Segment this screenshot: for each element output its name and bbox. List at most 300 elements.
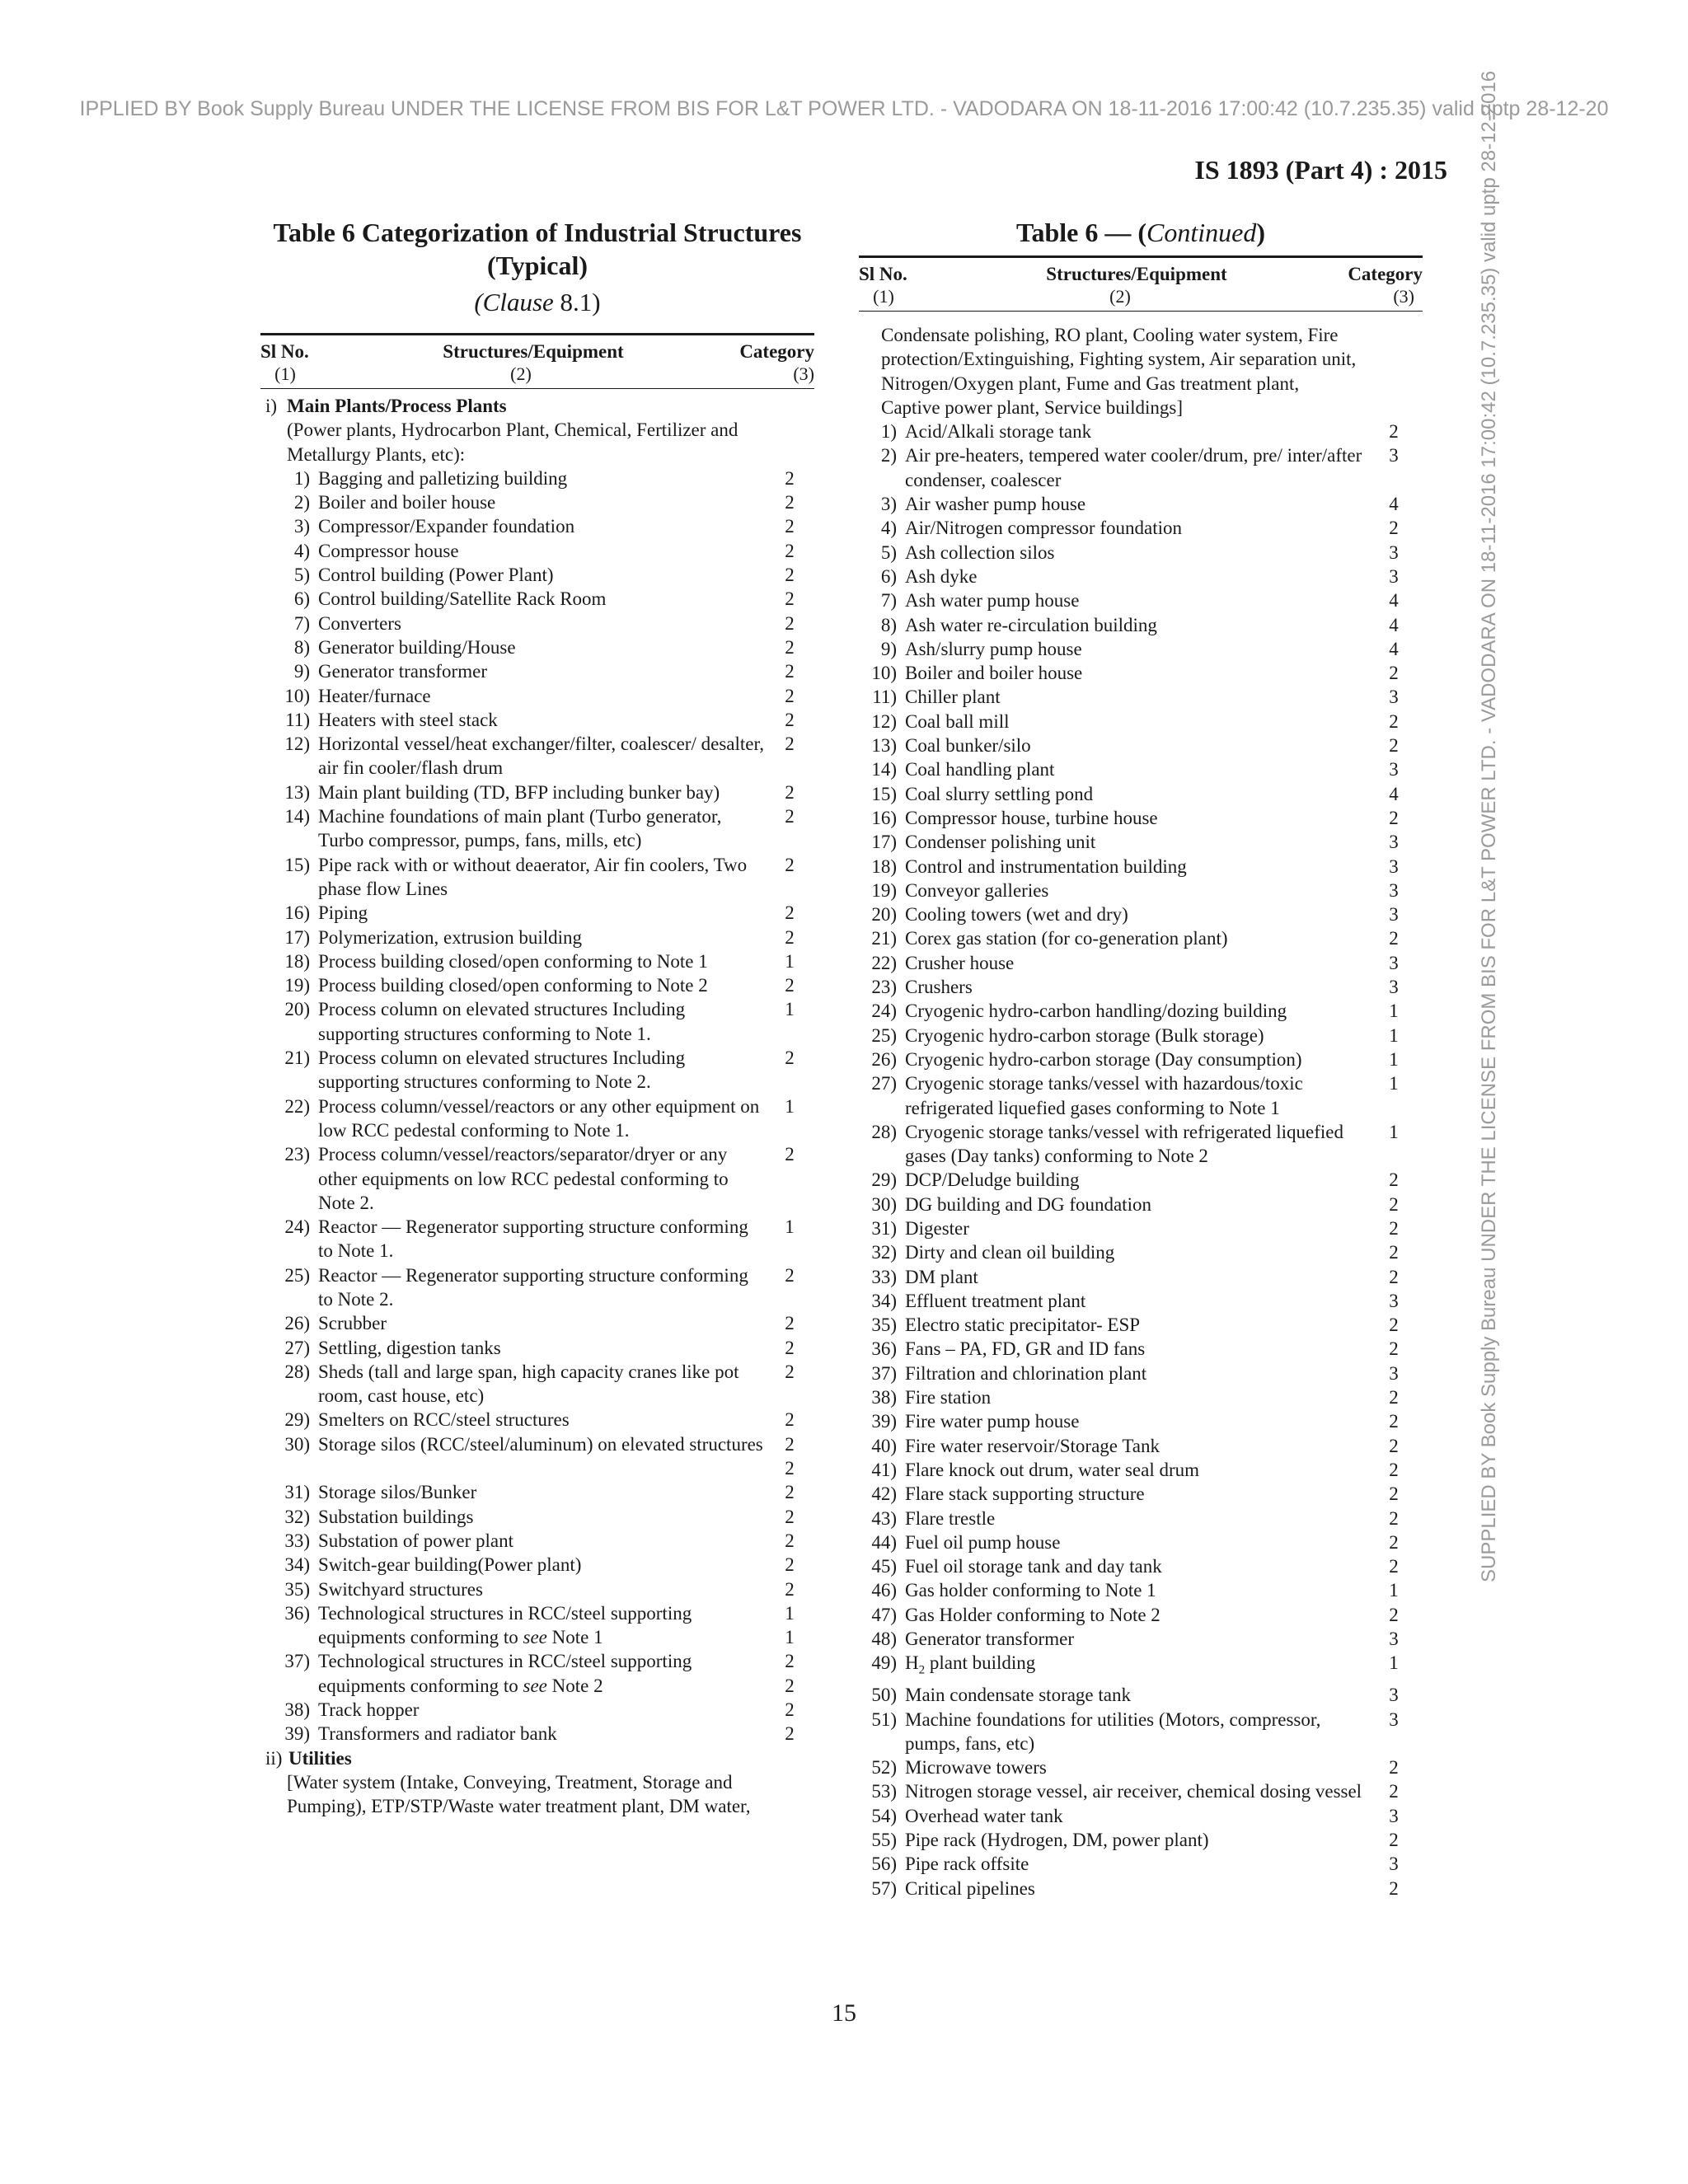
row-category: 2 bbox=[785, 540, 795, 561]
row-structure: Switch-gear building(Power plant) bbox=[318, 1554, 582, 1576]
row-structure: Coal slurry settling pond bbox=[905, 783, 1094, 804]
table-row bbox=[260, 732, 814, 780]
table-row bbox=[859, 1530, 1423, 1554]
table-row bbox=[260, 853, 814, 902]
row-category: 2 bbox=[1389, 1830, 1399, 1850]
row-category: 2 bbox=[1389, 807, 1399, 828]
table-row bbox=[260, 563, 814, 587]
row-structure: Coal handling plant bbox=[905, 759, 1055, 780]
row-number: 38) bbox=[871, 1387, 897, 1408]
table-row bbox=[859, 1193, 1423, 1216]
table-row bbox=[260, 1505, 814, 1529]
row-category: 2 bbox=[1389, 1483, 1399, 1505]
row-number: 17) bbox=[871, 832, 897, 853]
row-category: 1 bbox=[785, 999, 795, 1020]
row-number: 7) bbox=[880, 590, 897, 612]
section-description: [Water system (Intake, Conveying, Treatment, Storage and Pumping), ETP/STP/Waste water treatment plant, DM water, bbox=[287, 1771, 751, 1817]
row-number: 8) bbox=[880, 614, 897, 635]
row-category: 2 bbox=[785, 1482, 795, 1503]
row-structure: Heaters with steel stack bbox=[318, 709, 498, 730]
clause-word: (Clause bbox=[474, 288, 554, 316]
row-structure: Transformers and radiator bank bbox=[318, 1723, 557, 1745]
row-category: 2 bbox=[785, 854, 795, 875]
col-header-category: Category bbox=[739, 341, 814, 362]
row-number: 9) bbox=[293, 661, 310, 682]
row-category: 2 bbox=[785, 636, 795, 658]
table-row bbox=[260, 587, 814, 611]
row-structure: Sheds (tall and large span, high capacity cranes like pot room, cast house, etc) bbox=[318, 1361, 739, 1407]
row-structure: Process column on elevated structures Including supporting structures conforming to Note 1. bbox=[318, 999, 686, 1044]
row-number: 14) bbox=[284, 806, 310, 827]
row-category: 2 bbox=[785, 733, 795, 755]
table-row bbox=[859, 613, 1423, 637]
row-category: 2 bbox=[785, 1047, 795, 1069]
row-category: 3 bbox=[1389, 1708, 1399, 1730]
table-row bbox=[859, 588, 1423, 612]
row-structure: Cooling towers (wet and dry) bbox=[905, 904, 1128, 926]
row-structure: Main plant building (TD, BFP including bunker bay) bbox=[318, 781, 720, 803]
row-number: 52) bbox=[871, 1757, 897, 1779]
row-structure: Boiler and boiler house bbox=[905, 663, 1083, 684]
col-number-2: (2) bbox=[1109, 286, 1131, 307]
row-structure: Piping bbox=[318, 902, 368, 924]
row-number: 39) bbox=[284, 1723, 310, 1745]
subscript: 2 bbox=[918, 1663, 926, 1677]
row-category: 2 bbox=[785, 1578, 795, 1600]
row-category: 1 bbox=[1389, 1121, 1399, 1142]
row-number: 21) bbox=[284, 1047, 310, 1069]
row-structure: Fuel oil storage tank and day tank bbox=[905, 1556, 1162, 1577]
italic-see: see bbox=[523, 1675, 547, 1696]
table-row bbox=[859, 733, 1423, 757]
row-number: 1) bbox=[293, 467, 310, 489]
license-watermark-top: IPPLIED BY Book Supply Bureau UNDER THE LICENSE FROM BIS FOR L&T POWER LTD. - VADODARA ON 18-11-2016 17:00:42 (10.7.235.35) valid uptp 28-12-20 bbox=[79, 97, 1609, 120]
row-category: 2 bbox=[785, 1337, 795, 1358]
row-category: 2 bbox=[785, 1699, 795, 1721]
table-row bbox=[859, 1071, 1423, 1120]
row-number: 47) bbox=[871, 1604, 897, 1625]
row-number: 48) bbox=[871, 1629, 897, 1650]
row-number: 3) bbox=[293, 516, 310, 537]
row-number: 28) bbox=[284, 1361, 310, 1382]
column-headers bbox=[859, 258, 1423, 286]
row-structure: Compressor house, turbine house bbox=[905, 807, 1158, 828]
row-number: 3) bbox=[880, 494, 897, 515]
row-number: 5) bbox=[880, 541, 897, 563]
section-title: Utilities bbox=[288, 1747, 352, 1769]
row-structure: Filtration and chlorination plant bbox=[905, 1362, 1147, 1384]
row-structure: Air pre-heaters, tempered water cooler/drum, pre/ inter/after condenser, coalescer bbox=[905, 445, 1362, 490]
row-category: 2 bbox=[1389, 1507, 1399, 1529]
row-number: 21) bbox=[871, 928, 897, 949]
row-number: 29) bbox=[284, 1409, 310, 1431]
column-headers bbox=[260, 335, 814, 363]
row-category: 3 bbox=[1389, 855, 1399, 877]
row-structure: DM plant bbox=[905, 1266, 978, 1287]
col-number-3: (3) bbox=[793, 363, 814, 384]
table-row bbox=[260, 1480, 814, 1504]
row-number: 53) bbox=[871, 1781, 897, 1802]
row-number: 54) bbox=[871, 1805, 897, 1826]
row-number: 24) bbox=[284, 1216, 310, 1238]
row-category: 2 bbox=[785, 612, 795, 634]
row-number: 5) bbox=[293, 565, 310, 586]
row-structure: Coal ball mill bbox=[905, 710, 1010, 732]
row-number: 10) bbox=[284, 685, 310, 706]
row-category: 3 bbox=[1389, 1854, 1399, 1875]
row-number: 16) bbox=[871, 807, 897, 828]
left-table-rows bbox=[260, 466, 814, 1746]
row-number: 22) bbox=[284, 1095, 310, 1117]
row-structure: Process column/vessel/reactors or any other equipment on low RCC pedestal conforming to Note 1. bbox=[318, 1095, 760, 1141]
row-structure: Gas holder conforming to Note 1 bbox=[905, 1580, 1156, 1601]
table-row bbox=[859, 855, 1423, 879]
table-row bbox=[859, 685, 1423, 709]
section-description: (Power plants, Hydrocarbon Plant, Chemical, Fertilizer and Metallurgy Plants, etc): bbox=[287, 419, 738, 465]
column-numbers bbox=[260, 363, 814, 388]
row-category: 4 bbox=[1389, 494, 1399, 515]
table-row bbox=[859, 782, 1423, 806]
row-structure: Air washer pump house bbox=[905, 494, 1086, 515]
row-structure: Technological structures in RCC/steel supporting equipments conforming to see Note 1 bbox=[318, 1602, 692, 1648]
row-category: 2 bbox=[1389, 1266, 1399, 1287]
col-header-structures: Structures/Equipment bbox=[1046, 264, 1227, 284]
table-row bbox=[859, 1385, 1423, 1409]
table-row bbox=[859, 1578, 1423, 1602]
col-number-1: (1) bbox=[274, 363, 296, 384]
row-category: 2 bbox=[1389, 1435, 1399, 1456]
row-structure: Compressor/Expander foundation bbox=[318, 516, 575, 537]
row-number: 24) bbox=[871, 1001, 897, 1022]
table-row bbox=[859, 419, 1423, 443]
table-row bbox=[859, 710, 1423, 733]
table-row bbox=[260, 1649, 814, 1698]
row-category: 2 bbox=[785, 492, 795, 513]
license-watermark-side: SUPPLIED BY Book Supply Bureau UNDER THE LICENSE FROM BIS FOR L&T POWER LTD. - VADODARA ON 18-11-2016 17:00:42 (10.7.235.35) valid uptp 28-12-2016 bbox=[1478, 70, 1500, 1582]
row-number: 2) bbox=[293, 492, 310, 513]
row-category: 2 bbox=[1389, 928, 1399, 949]
row-category: 2 bbox=[785, 1554, 795, 1576]
row-category: 2 bbox=[1389, 1242, 1399, 1263]
table-row bbox=[859, 1313, 1423, 1337]
row-structure: Scrubber bbox=[318, 1313, 387, 1334]
table-row bbox=[260, 973, 814, 997]
row-number: 12) bbox=[284, 733, 310, 755]
row-category: 3 bbox=[1389, 687, 1399, 708]
table-row bbox=[859, 1877, 1423, 1900]
row-number: 41) bbox=[871, 1459, 897, 1480]
row-number: 18) bbox=[284, 950, 310, 972]
row-number: 36) bbox=[871, 1338, 897, 1360]
row-number: 20) bbox=[284, 999, 310, 1020]
row-number: 40) bbox=[871, 1435, 897, 1456]
row-number: 4) bbox=[880, 518, 897, 539]
table-row bbox=[260, 1215, 814, 1263]
row-number: 2) bbox=[880, 445, 897, 466]
table-caption bbox=[260, 216, 814, 282]
row-category: 2 bbox=[1389, 1387, 1399, 1408]
standard-header: IS 1893 (Part 4) : 2015 bbox=[1194, 155, 1447, 185]
row-number: 9) bbox=[880, 638, 897, 659]
row-number: 17) bbox=[284, 926, 310, 948]
row-structure: Substation of power plant bbox=[318, 1530, 513, 1551]
table-row bbox=[859, 1683, 1423, 1707]
row-number: 33) bbox=[871, 1266, 897, 1287]
row-number: 27) bbox=[871, 1073, 897, 1094]
row-structure: Storage silos/Bunker bbox=[318, 1482, 477, 1503]
table-row bbox=[260, 539, 814, 563]
right-column bbox=[859, 216, 1423, 1900]
table-row bbox=[859, 1289, 1423, 1313]
row-category: 2 bbox=[785, 685, 795, 706]
row-structure: Generator transformer bbox=[318, 661, 487, 682]
row-structure: Acid/Alkali storage tank bbox=[905, 421, 1092, 443]
row-number: 22) bbox=[871, 952, 897, 973]
row-number: 49) bbox=[871, 1652, 897, 1674]
row-structure: Substation buildings bbox=[318, 1506, 474, 1527]
row-category: 2 bbox=[1389, 1169, 1399, 1191]
table-row bbox=[260, 1360, 814, 1408]
table-row bbox=[859, 879, 1423, 902]
row-category: 3 bbox=[1389, 1362, 1399, 1384]
row-category: 4 bbox=[1389, 590, 1399, 612]
row-category: 2 bbox=[785, 902, 795, 924]
row-number: 33) bbox=[284, 1530, 310, 1551]
row-structure: Fuel oil pump house bbox=[905, 1531, 1061, 1553]
row-number: 45) bbox=[871, 1556, 897, 1577]
row-category: 2 bbox=[1389, 1411, 1399, 1432]
table-row bbox=[859, 951, 1423, 975]
row-structure: Crusher house bbox=[905, 952, 1015, 973]
row-category: 2 bbox=[785, 781, 795, 803]
table-row bbox=[260, 1722, 814, 1746]
row-category: 1 bbox=[1389, 1048, 1399, 1070]
row-number: 31) bbox=[284, 1482, 310, 1503]
table-row bbox=[260, 708, 814, 732]
col-number-2: (2) bbox=[510, 363, 532, 384]
row-structure: Pipe rack with or without deaerator, Air fin coolers, Two phase flow Lines bbox=[318, 854, 748, 899]
caption-text: ) bbox=[1256, 218, 1265, 247]
row-category: 4 bbox=[1389, 783, 1399, 804]
row-structure: Polymerization, extrusion building bbox=[318, 926, 583, 948]
col-header-category: Category bbox=[1348, 264, 1423, 284]
row-number: 6) bbox=[293, 588, 310, 610]
row-category: 2 bbox=[785, 1264, 795, 1286]
table-row bbox=[859, 443, 1423, 492]
row-number: 32) bbox=[284, 1506, 310, 1527]
row-number: 34) bbox=[871, 1290, 897, 1311]
table-row bbox=[260, 1046, 814, 1094]
row-structure: Condenser polishing unit bbox=[905, 832, 1096, 853]
row-category: 2 bbox=[1389, 1531, 1399, 1553]
row-category: 3 bbox=[1389, 759, 1399, 780]
table-caption-line1: Table 6 Categorization of Industrial Structures bbox=[273, 218, 802, 247]
table-row bbox=[859, 1755, 1423, 1779]
row-structure: Process building closed/open conforming to Note 1 bbox=[318, 950, 708, 972]
row-structure: Dirty and clean oil building bbox=[905, 1242, 1115, 1263]
row-structure: Reactor — Regenerator supporting structure conforming to Note 1. bbox=[318, 1216, 748, 1262]
row-structure: Boiler and boiler house bbox=[318, 492, 496, 513]
table-row bbox=[260, 1142, 814, 1215]
row-category: 2 bbox=[785, 1144, 795, 1165]
row-number: 13) bbox=[871, 735, 897, 757]
row-number: 50) bbox=[871, 1685, 897, 1706]
table-row bbox=[859, 541, 1423, 565]
row-structure: Microwave towers bbox=[905, 1757, 1047, 1779]
col-header-structures: Structures/Equipment bbox=[443, 341, 624, 362]
row-number: 15) bbox=[284, 854, 310, 875]
row-structure: Main condensate storage tank bbox=[905, 1685, 1131, 1706]
table-row bbox=[859, 999, 1423, 1023]
table-row bbox=[260, 1698, 814, 1722]
row-number: 32) bbox=[871, 1242, 897, 1263]
row-category: 2 bbox=[1389, 1757, 1399, 1779]
row-category: 2 bbox=[1389, 1315, 1399, 1336]
table-row bbox=[859, 757, 1423, 781]
row-category: 3 bbox=[1389, 832, 1399, 853]
row-category: 3 bbox=[1389, 1805, 1399, 1826]
row-category: 3 bbox=[1389, 565, 1399, 587]
row-structure: Converters bbox=[318, 612, 401, 634]
row-category: 3 bbox=[1389, 541, 1399, 563]
row-category: 2 bbox=[1389, 735, 1399, 757]
table-row bbox=[859, 830, 1423, 854]
table-row bbox=[260, 514, 814, 538]
row-number: 39) bbox=[871, 1411, 897, 1432]
utilities-intro: Condensate polishing, RO plant, Cooling water system, Fire protection/Extinguishing, Fighting system, Air separation unit, Nitrogen/Oxygen plant, Fume and Gas treatment plant, Captive power plant, Service buildings] bbox=[881, 325, 1357, 418]
row-structure: Electro static precipitator- ESP bbox=[905, 1315, 1141, 1336]
section-heading-utilities bbox=[265, 1746, 814, 1770]
row-structure: Bagging and palletizing building bbox=[318, 467, 568, 489]
right-table-rows bbox=[859, 419, 1423, 1900]
row-number: 57) bbox=[871, 1877, 897, 1899]
table-row bbox=[859, 1337, 1423, 1361]
row-category: 3 bbox=[1389, 1290, 1399, 1311]
row-category: 1 bbox=[785, 950, 795, 972]
row-category: 2 bbox=[1389, 1459, 1399, 1480]
table-row bbox=[859, 516, 1423, 540]
section-number: i) bbox=[265, 396, 278, 416]
table-row bbox=[859, 1458, 1423, 1482]
row-number: 25) bbox=[871, 1024, 897, 1046]
row-structure: Ash dyke bbox=[905, 565, 978, 587]
row-structure: Air/Nitrogen compressor foundation bbox=[905, 518, 1182, 539]
column-numbers bbox=[859, 286, 1423, 311]
row-structure: Critical pipelines bbox=[905, 1877, 1035, 1899]
table-row bbox=[859, 1828, 1423, 1852]
row-structure: Overhead water tank bbox=[905, 1805, 1063, 1826]
row-structure: Switchyard structures bbox=[318, 1578, 483, 1600]
row-structure: Ash water re-circulation building bbox=[905, 614, 1157, 635]
col-header-sl-no: Sl No. bbox=[859, 264, 907, 284]
row-category: 3 bbox=[1389, 879, 1399, 901]
section-title: Main Plants/Process Plants bbox=[287, 396, 507, 416]
row-structure: Process column/vessel/reactors/separator/dryer or any other equipments on low RCC pedestal conforming to Note 2. bbox=[318, 1144, 729, 1213]
table-row bbox=[859, 806, 1423, 830]
row-category: 2 bbox=[785, 1506, 795, 1527]
row-number: 11) bbox=[285, 709, 310, 730]
table-row bbox=[859, 637, 1423, 661]
row-number: 4) bbox=[293, 540, 310, 561]
table-row bbox=[859, 1852, 1423, 1876]
col-header-sl-no: Sl No. bbox=[260, 341, 309, 362]
row-structure: Ash water pump house bbox=[905, 590, 1080, 612]
row-structure: DCP/Deludge building bbox=[905, 1169, 1080, 1191]
row-number: 11) bbox=[872, 687, 897, 708]
row-structure: Machine foundations for utilities (Motors, compressor, pumps, fans, etc) bbox=[905, 1708, 1321, 1754]
table-clause bbox=[260, 284, 814, 321]
row-category: 2 bbox=[785, 1409, 795, 1431]
row-category: 4 bbox=[1389, 614, 1399, 635]
table-row bbox=[859, 1804, 1423, 1828]
row-number: 43) bbox=[871, 1507, 897, 1529]
left-column bbox=[260, 216, 814, 1819]
page-number: 15 bbox=[832, 1999, 856, 2027]
row-category: 2 bbox=[1389, 1338, 1399, 1360]
continued-caption bbox=[859, 216, 1423, 249]
row-category: 1 bbox=[1389, 1580, 1399, 1601]
row-structure: Fire station bbox=[905, 1387, 992, 1408]
row-number: 7) bbox=[293, 612, 310, 634]
clause-number: 8.1) bbox=[560, 288, 601, 316]
table-caption-line2: (Typical) bbox=[486, 251, 588, 280]
row-category: 4 bbox=[1389, 638, 1399, 659]
row-number: 15) bbox=[871, 783, 897, 804]
row-structure: Cryogenic hydro-carbon storage (Day consumption) bbox=[905, 1048, 1302, 1070]
row-structure: Effluent treatment plant bbox=[905, 1290, 1086, 1311]
row-structure: Ash collection silos bbox=[905, 541, 1055, 563]
row-structure: Storage silos (RCC/steel/aluminum) on elevated structures bbox=[318, 1433, 763, 1455]
row-structure: Fire water pump house bbox=[905, 1411, 1080, 1432]
row-structure: Ash/slurry pump house bbox=[905, 638, 1082, 659]
row-category: 2 bbox=[785, 1723, 795, 1745]
col-number-3: (3) bbox=[1393, 286, 1414, 307]
table-row bbox=[859, 1434, 1423, 1458]
row-structure: Cryogenic storage tanks/vessel with hazardous/toxic refrigerated liquefied gases conforming to Note 1 bbox=[905, 1073, 1303, 1118]
row-category: 1 bbox=[1389, 1024, 1399, 1046]
row-structure: Compressor house bbox=[318, 540, 459, 561]
row-structure: Flare knock out drum, water seal drum bbox=[905, 1459, 1200, 1480]
row-number: 26) bbox=[871, 1048, 897, 1070]
row-number: 38) bbox=[284, 1699, 310, 1721]
row-category: 3 bbox=[1389, 1685, 1399, 1706]
table-row bbox=[859, 1708, 1423, 1756]
table-row bbox=[859, 1265, 1423, 1289]
row-structure: Nitrogen storage vessel, air receiver, chemical dosing vessel bbox=[905, 1781, 1362, 1802]
table-row bbox=[859, 1024, 1423, 1047]
row-number: 1) bbox=[880, 421, 897, 443]
row-number: 13) bbox=[284, 781, 310, 803]
row-category: 3 bbox=[1389, 445, 1399, 466]
row-structure: Crushers bbox=[905, 977, 973, 998]
table-row bbox=[260, 1336, 814, 1360]
row-number: 31) bbox=[871, 1217, 897, 1239]
row-number: 28) bbox=[871, 1121, 897, 1142]
row-number: 30) bbox=[871, 1193, 897, 1215]
table-row bbox=[260, 1408, 814, 1432]
row-structure: Machine foundations of main plant (Turbo generator, Turbo compressor, pumps, fans, mills, etc) bbox=[318, 806, 722, 851]
row-category: 2 bbox=[1389, 421, 1399, 443]
row-category: 2 2 bbox=[785, 1433, 795, 1479]
row-structure: Fans – PA, FD, GR and ID fans bbox=[905, 1338, 1146, 1360]
row-number: 51) bbox=[871, 1708, 897, 1730]
row-category: 1 bbox=[1389, 1652, 1399, 1674]
row-number: 23) bbox=[871, 977, 897, 998]
row-category: 2 bbox=[1389, 1217, 1399, 1239]
row-category: 2 2 bbox=[785, 1651, 795, 1696]
row-number: 18) bbox=[871, 855, 897, 877]
row-category: 1 bbox=[785, 1095, 795, 1117]
